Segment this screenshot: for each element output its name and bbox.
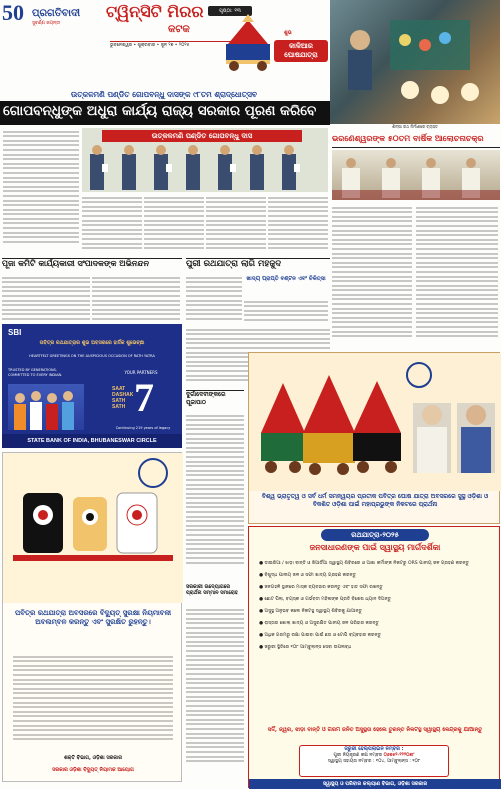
health-ad-note: ସର୍ଦ୍ଦି, ଜ୍ୱର, ଝାଡ଼ା ବାନ୍ତି ଓ ଗରମ ଜନିତ ଅସୁସ୍ଥତା ହେଲେ ତୁରନ୍ତ ନିକଟସ୍ଥ ସ୍ୱାସ୍ଥ୍ୟ କେନ୍ଦ୍ରକୁ ଯାଆନ୍ତୁ: [267, 727, 483, 733]
sbi-footer: STATE BANK OF INDIA, BHUBANESWAR CIRCLE: [2, 434, 182, 448]
sbi-badge-number: 7: [134, 375, 154, 420]
lead-kicker: ଉତ୍କଳମଣି ପଣ୍ଡିତ ଗୋପବନ୍ଧୁ ଦାସଙ୍କ ୯୮ତମ ଶ୍ରାଦ୍ଧୋତ୍ସବ: [71, 90, 257, 99]
lead-text-col-2: [82, 194, 142, 254]
event-people: [82, 128, 328, 192]
story-left-col-1: [2, 274, 90, 322]
bullet-item: ● ଛୋଟ ପିଲା, ବୟସ୍କ ଓ ଗର୍ଭବତୀ ମହିଳାଙ୍କ ପ୍ରତି ବିଶେଷ ଧ୍ୟାନ ଦିଅନ୍ତୁ: [259, 597, 392, 602]
helpline-line2: ସ୍ୱାସ୍ଥ୍ୟ ସହାୟତା ନମ୍ବର : ୧୦୪, ଆମ୍ବୁଲାନ୍ସ : ୧୦୮: [327, 759, 421, 764]
customers-illustration: [8, 384, 84, 430]
story-mid-subhead: ଖାଦ୍ୟ ପ୍ରାପ୍ତି ବଣ୍ଟନ ଏବଂ ଚିକିତ୍ସା: [246, 276, 326, 282]
anniversary-caption: ସୁବର୍ଣ୍ଣ ଜୟନ୍ତୀ: [32, 21, 61, 26]
story-left-headline: ପୂଜା କମିଟି କାର୍ଯ୍ୟକାରୀ ସଂପାଦକଙ୍କ ଅଭିନନ୍ଦନ: [2, 258, 182, 272]
ad-title: କାଳିଆର ଘୋଷଯାତ୍ରା: [274, 40, 328, 62]
cm-ad-quote: ବିଶ୍ୱ ଭ୍ରାତୃତ୍ୱ ଓ ସର୍ବ ଧର୍ମ ସମନ୍ୱୟର ପ୍ରତୀକ ପବିତ୍ର ଘୋଷ ଯାତ୍ରା ଅବସରରେ ସୁସ୍ଥ ଓଡ଼ିଶା ଓ ବିକଶିତ ଓଡ଼ିଶା ପାଇଁ ମହାପ୍ରଭୁଙ୍କ ନିକଟରେ ପ୍ରାର୍ଥନା: [261, 493, 489, 508]
story-left-col-2: [92, 274, 180, 322]
lead-text-col-3: [144, 194, 204, 254]
sbi-legacy: Continuing 219 years of legacy: [115, 426, 171, 430]
anniversary-logo: [2, 2, 32, 28]
bullet-item: ● ଜରୁରୀ ସ୍ଥିତିରେ ୧୦୮ ଆମ୍ବୁଲାନ୍ସ ସେବା ଉପଲବ୍ଧ: [259, 645, 352, 650]
helpline-box: [299, 745, 449, 777]
lead-text-col-4: [206, 194, 266, 254]
right-story-col-1: [332, 204, 412, 350]
rath-chariots-illustration: [249, 353, 501, 491]
bullet-item: ● ଅଧିକ ଗରମରୁ ରକ୍ଷା ପାଇବା ପାଇଁ ଛତା ଓ ଟୋପି ବ୍ୟବହାର କରନ୍ତୁ: [259, 633, 381, 638]
right-story-photo: [332, 150, 500, 200]
cm-greeting-ad: [248, 352, 500, 524]
sbi-badge: [112, 375, 172, 426]
paper-name: ପ୍ରଗତିବାଦୀ: [32, 8, 81, 19]
health-ad-bullets: [259, 561, 495, 721]
ad-tag: ଶୁଭ: [284, 30, 292, 36]
electricity-ad-title: ପବିତ୍ର ରଥଯାତ୍ରା ଅବସରରେ ବିଦ୍ୟୁତ୍ ସୁରକ୍ଷା ନିୟମାବଳୀ ଅବଲମ୍ବନ କରନ୍ତୁ ଏବଂ ସୁରକ୍ଷିତ ରୁହନ୍ତୁ।: [14, 609, 172, 626]
story-mid-col-2: [244, 298, 328, 322]
bullet-item: ● ଅସୁସ୍ଥ ଅନୁଭବ କଲେ ନିକଟସ୍ଥ ସ୍ୱାସ୍ଥ୍ୟ ଶିବିରକୁ ଯାଆନ୍ତୁ: [259, 609, 362, 614]
dateline: ଭୁବନେଶ୍ୱର • ଶୁକ୍ରବାର • ଜୁନ ୨୭ • ୨୦୨୫: [110, 41, 260, 49]
sbi-greeting-en: HEARTFELT GREETINGS ON THE AUSPICIOUS OCCASION OF RATH YATRA: [29, 354, 155, 358]
supplement-title: ଟ୍ୱିନ୍‌ସିଟି ମିରର: [106, 2, 204, 21]
sbi-greeting-odia: ପବିତ୍ର ରଥଯାତ୍ରାର ଶୁଭ ଅବସରରେ ହାର୍ଦ୍ଦିକ ଶୁଭେଚ୍ଛା: [39, 340, 145, 346]
story-mid-headline: ପୁରୀ ରଥଯାତ୍ରା ଲାଗି ମହଜୁଦ: [186, 258, 330, 272]
trinity-idols-illustration: [3, 453, 183, 603]
mid-column-subhead: ସରକାରୀ ଉଦ୍ୟୋଗରେ ପ୍ରାର୍ଥନା ସମ୍ମାନ ସମାରୋହ: [186, 584, 238, 596]
sbi-people: [8, 384, 84, 430]
ghosh-yatra-ad: [208, 14, 328, 72]
lead-headline: ଗୋପବନ୍ଧୁଙ୍କ ଅଧୁରା କାର୍ଯ୍ୟ ରାଜ୍ୟ ସରକାର ପୂରଣ କରିବେ: [0, 101, 330, 125]
right-story-col-2: [416, 204, 498, 350]
health-ad-tag: ରଥଯାତ୍ରା-୨୦୨୫: [321, 529, 429, 541]
health-ad-footer: ସ୍ୱାସ୍ଥ୍ୟ ଓ ପରିବାର କଲ୍ୟାଣ ବିଭାଗ, ଓଡ଼ିଶା ସରକାର: [249, 779, 501, 789]
electricity-ad-footer-1: ଶକ୍ତି ବିଭାଗ, ଓଡ଼ିଶା ସରକାର: [63, 755, 123, 761]
health-ad-title: ଜନସାଧାରଣଙ୍କ ପାଇଁ ସ୍ୱାସ୍ଥ୍ୟ ମାର୍ଗଦର୍ଶିକା: [309, 543, 441, 552]
event-banner: ଉତ୍କଳମଣି ପଣ୍ଡିତ ଗୋପବନ୍ଧୁ ଦାସ: [102, 130, 302, 142]
helpline-label: ଜରୁରୀ ହେଲ୍ପଲାଇନ ନମ୍ବର :: [344, 746, 404, 752]
mid-column-headline: ଦୁର୍ଗାଦେବୀଙ୍କରେ ପୂଜାପାଠ: [186, 390, 244, 410]
helpline-line1: ପୁରୀ ନିୟନ୍ତ୍ରଣ କକ୍ଷ ନମ୍ବର: [333, 753, 383, 758]
anniversary-number: 50: [2, 0, 24, 25]
mid-column-text: [186, 412, 244, 582]
electricity-ad-body: [13, 653, 173, 749]
sbi-badge-text: SAAT DASHAK SATH SATH: [112, 386, 134, 410]
electricity-ad: [2, 452, 182, 782]
mid-column-text-2: [186, 606, 244, 778]
bullet-item: ● ବିଶୁଦ୍ଧ ପାନୀୟ ଜଳ ଓ ସଫା ଖାଦ୍ୟ ଗ୍ରହଣ କରନ୍ତୁ: [259, 573, 356, 578]
city-name: କଟକ: [168, 24, 190, 35]
health-ad: [248, 526, 500, 788]
sbi-ad: [2, 324, 182, 448]
sbi-logo: SBI: [8, 328, 22, 337]
bullet-item: ● ଡାଇରିଆ / ଝାଡ଼ା ବାନ୍ତି ଓ ଜିଆର୍ଡିଆ ସ୍ୱାସ୍ଥ୍ୟ ଶିବିରରେ ଓ ଆଶା କର୍ମୀଙ୍କ ନିକଟରୁ ORS ପାନୀୟ ଜଳ ଗ୍ରହଣ କରନ୍ତୁ: [259, 561, 469, 566]
page-label: ପୃଷ୍ଠା: ୧୩: [208, 6, 252, 16]
story-mid-col-1: [186, 274, 242, 322]
seminar-people: [332, 150, 500, 200]
photo-caption: ଶିଳ୍ପୀ ରଥ ନିର୍ମାଣରେ ବ୍ୟସ୍ତ: [392, 124, 438, 129]
lead-text-left: [3, 128, 79, 254]
bullet-item: ● ରାସ୍ତାର ଖୋଲା ଖାଦ୍ୟ ଓ ଅସୁରକ୍ଷିତ ପାନୀୟ ଜଳ ପରିହାର କରନ୍ତୁ: [259, 621, 379, 626]
lead-text-col-5: [268, 194, 328, 254]
helpline-number: ୦୬୭୫୨-୨୨୨୦୭୮: [383, 753, 415, 758]
sbi-trust-line: TRUSTED BY GENERATIONS. COMMITTED TO EVERY INDIAN.: [8, 368, 63, 377]
artisan-photo: [330, 0, 500, 124]
bullet-item: ● ଜନଗହଳି ସ୍ଥାନରେ ମାସ୍କ ବ୍ୟବହାର କରନ୍ତୁ ଏବଂ ହାତ ସଫା ରଖନ୍ତୁ: [259, 585, 383, 590]
lead-event-photo: [82, 128, 328, 192]
electricity-ad-footer-2: ସରକାର ଓଡ଼ିଶା ବିଦ୍ୟୁତ୍ ନିୟାମକ ଆୟୋଗ: [52, 767, 134, 773]
photo-figures: [330, 0, 500, 124]
right-story-headline: ଭରଣେଶ୍ୱରଙ୍କ ୫୦ତମ ବାର୍ଷିକ ଆଲୋଚନାଚକ୍ର: [332, 134, 500, 148]
sbi-partner-line: YOUR PARTNERS: [124, 370, 158, 375]
